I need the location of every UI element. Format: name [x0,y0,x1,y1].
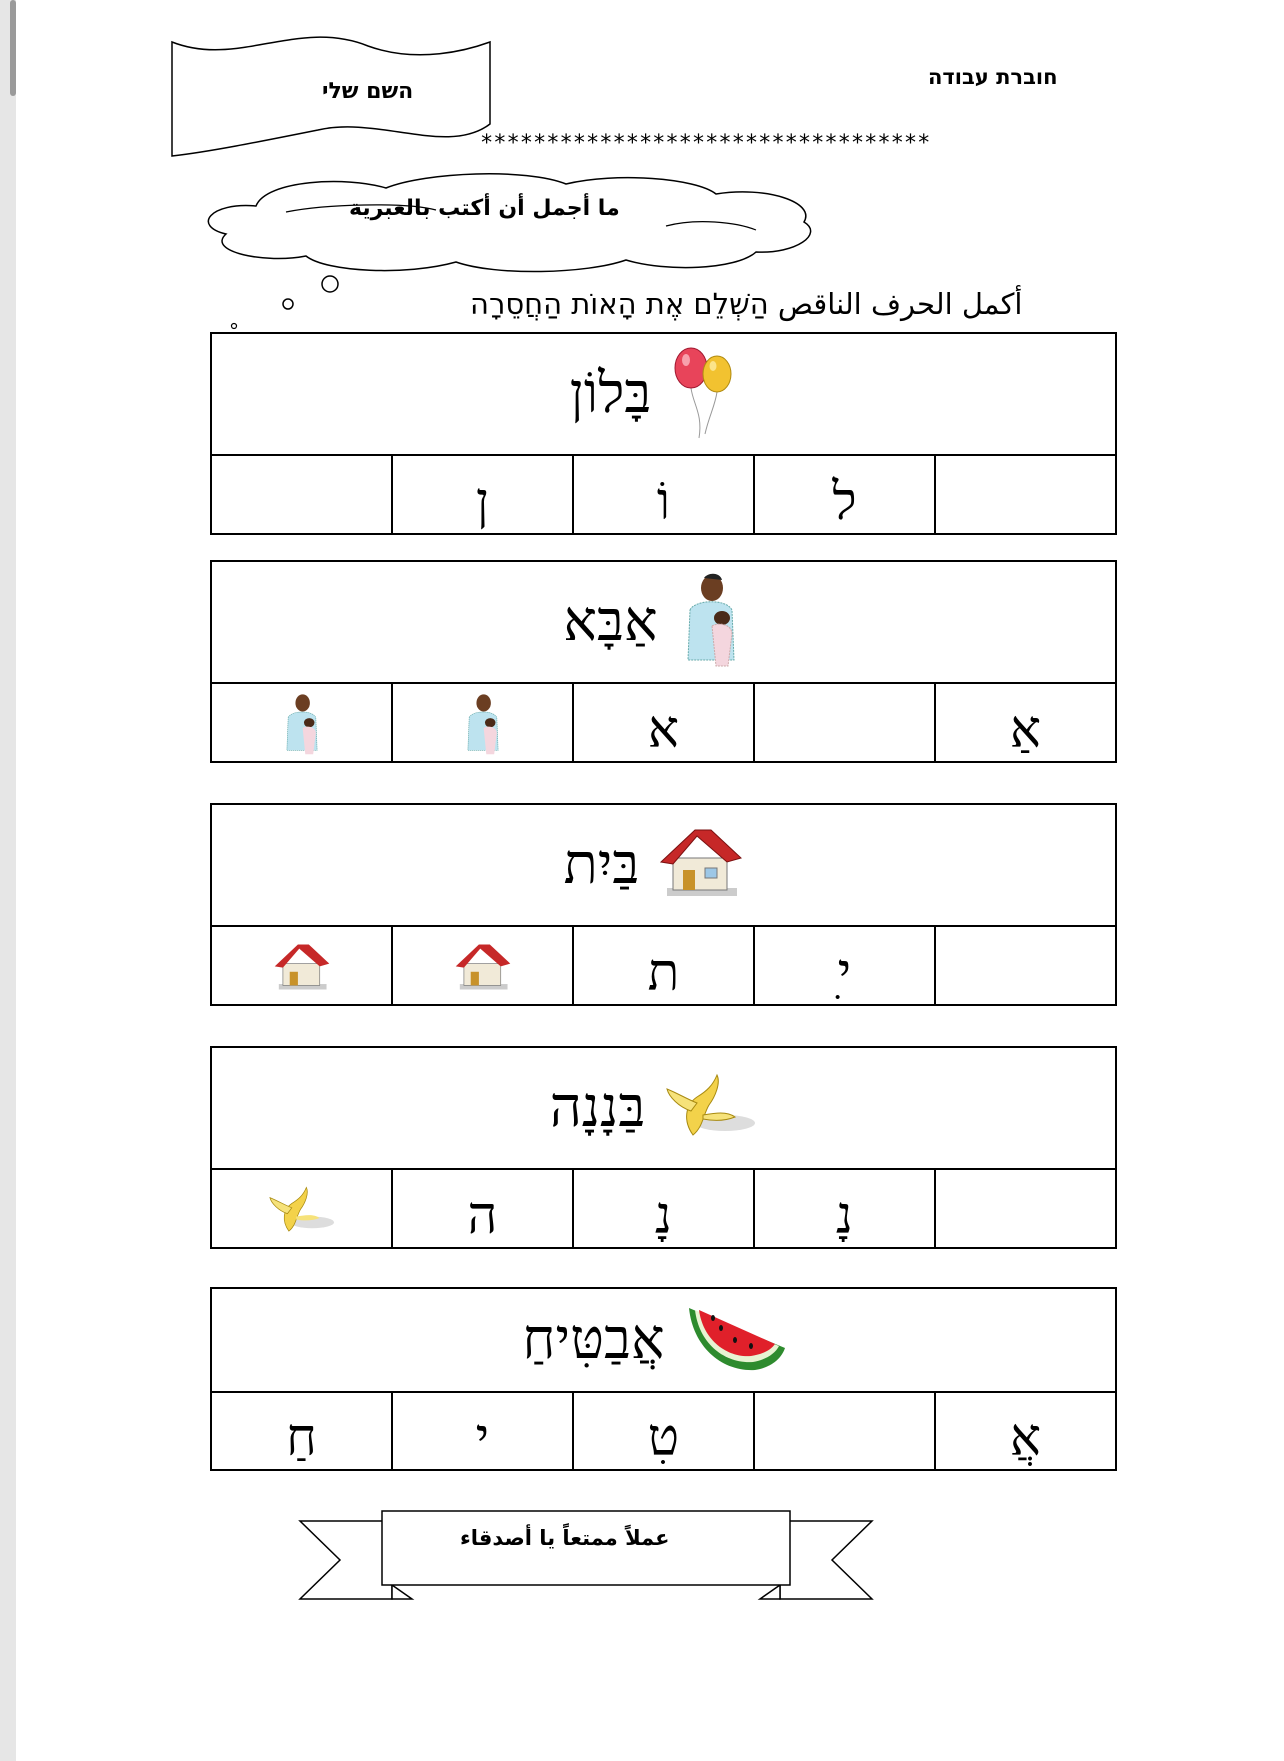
letter-cells [212,925,1115,1006]
exercise-box [210,332,1117,535]
letter-cell[interactable]: נָ [572,1170,753,1249]
word-row [212,562,1115,682]
letter-cell[interactable] [212,1170,391,1249]
instruction-text: أكمل الحرف الناقص הַשְׁלֵם אֶת הָאוֹת הַחֲסֵרָה [470,287,1023,321]
watermelon-icon [683,1298,787,1382]
exercise-box [210,1046,1117,1249]
father-icon [676,570,746,674]
father-icon [460,691,506,757]
letter-cell[interactable] [753,684,934,763]
worksheet-page [16,0,1284,1761]
letter-cell[interactable]: ת [572,927,753,1006]
word-row [212,1048,1115,1168]
word-text: בַּיִת [563,832,640,897]
word-text: אֲבַטִּיחַ [522,1307,665,1372]
letter-cell[interactable] [934,456,1115,535]
word-text: אַבָּא [563,589,658,654]
word-text: בַּנָנָה [549,1075,646,1140]
workbook-label: חוברת עבודה [928,65,1058,89]
letter-cell[interactable] [934,927,1115,1006]
word-row [212,1289,1115,1391]
exercise-box [210,803,1117,1006]
letter-cell[interactable] [391,684,572,763]
word-row [212,805,1115,925]
letter-cell[interactable]: טִ [572,1393,753,1471]
letter-cell[interactable]: נָ [753,1170,934,1249]
cloud-text: ما أجمل أن أكتب بالعبرية [349,196,620,221]
letter-cell[interactable]: ִי [753,927,934,1006]
letter-cell[interactable]: ן [391,456,572,535]
letter-cells [212,1391,1115,1471]
letter-cells [212,454,1115,535]
banana-icon [663,1071,759,1145]
letter-cells [212,1168,1115,1249]
letter-cell[interactable]: ל [753,456,934,535]
letter-cell[interactable] [212,684,391,763]
house-icon [657,824,745,906]
balloons-icon [669,344,739,444]
letter-cell[interactable]: וֹ [572,456,753,535]
letter-cell[interactable]: י [391,1393,572,1471]
word-row [212,334,1115,454]
letter-cell[interactable]: א [572,684,753,763]
banana-icon [267,1184,337,1236]
father-icon [279,691,325,757]
exercise-box [210,560,1117,763]
letter-cell[interactable]: אֲ [934,1393,1115,1471]
letter-cells [212,682,1115,763]
word-text: בָּלוֹן [569,361,652,426]
letter-cell[interactable] [212,456,391,535]
letter-cell[interactable]: אַ [934,684,1115,763]
footer-banner-text: عملاً ممتعاً يا أصدقاء [460,1526,670,1550]
house-icon [272,940,332,994]
letter-cell[interactable] [212,927,391,1006]
house-icon [453,940,513,994]
stars-divider: ********************************** [480,131,931,156]
letter-cell[interactable]: חַ [286,1408,317,1468]
exercise-box [210,1287,1117,1471]
letter-cell[interactable]: ה [391,1170,572,1249]
name-label: השם שלי [322,79,414,104]
letter-cell[interactable] [391,927,572,1006]
letter-cell[interactable] [934,1170,1115,1249]
letter-cell[interactable] [753,1393,934,1471]
footer-ribbon [296,1505,876,1605]
